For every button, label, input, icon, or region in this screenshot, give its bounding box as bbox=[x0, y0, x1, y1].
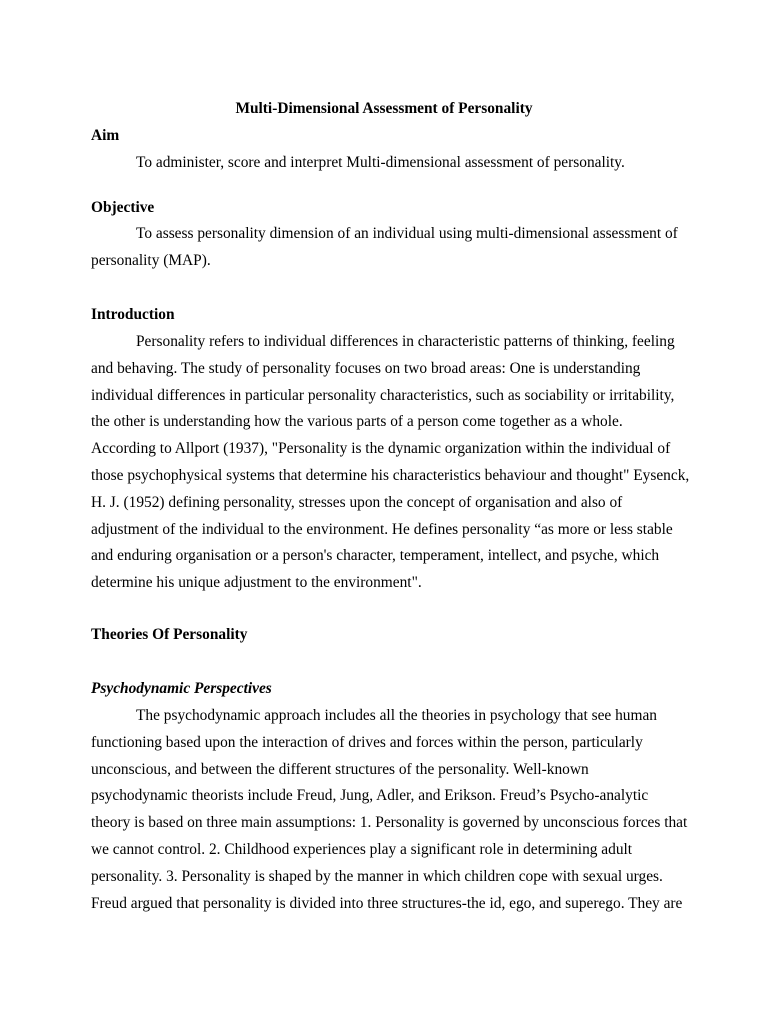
introduction-paragraph bbox=[91, 329, 690, 597]
aim-heading: Aim bbox=[91, 127, 120, 144]
psychodynamic-line: Freud argued that personality is divided into three structures-the id, ego, and superego. They are bbox=[91, 894, 683, 912]
introduction-line: and enduring organisation or a person's character, temperament, intellect, and psyche, which bbox=[91, 547, 660, 565]
objective-paragraph bbox=[91, 221, 679, 275]
aim-paragraph bbox=[91, 150, 679, 177]
psychodynamic-line: The psychodynamic approach includes all the theories in psychology that see human bbox=[136, 707, 657, 724]
psychodynamic-paragraph bbox=[91, 703, 688, 917]
objective-line: To assess personality dimension of an individual using multi-dimensional assessment of bbox=[136, 225, 678, 242]
psychodynamic-line: we cannot control. 2. Childhood experiences play a significant role in determining adult bbox=[91, 840, 633, 858]
psychodynamic-line: unconscious, and between the different structures of the personality. Well-known bbox=[91, 760, 589, 778]
aim-text: To administer, score and interpret Multi-dimensional assessment of personality. bbox=[136, 154, 625, 171]
document-title: Multi-Dimensional Assessment of Personality bbox=[235, 100, 533, 117]
introduction-line: adjustment of the individual to the environment. He defines personality “as more or less stable bbox=[91, 520, 673, 538]
psychodynamic-line: personality. 3. Personality is shaped by the manner in which children cope with sexual urges. bbox=[91, 867, 663, 885]
introduction-line: Personality refers to individual differences in characteristic patterns of thinking, feeling bbox=[136, 333, 675, 350]
objective-heading: Objective bbox=[91, 199, 155, 216]
introduction-line: According to Allport (1937), "Personality is the dynamic organization within the individual of bbox=[91, 440, 671, 458]
objective-line: personality (MAP). bbox=[91, 251, 211, 269]
introduction-line: the other is understanding how the various parts of a person come together as a whole. bbox=[91, 413, 623, 431]
psychodynamic-line: functioning based upon the interaction of drives and forces within the person, particularly bbox=[91, 733, 643, 751]
psychodynamic-line: psychodynamic theorists include Freud, Jung, Adler, and Erikson. Freud’s Psycho-analytic bbox=[91, 787, 649, 805]
introduction-heading: Introduction bbox=[91, 306, 175, 323]
introduction-line: and behaving. The study of personality focuses on two broad areas: One is understanding bbox=[91, 359, 641, 377]
introduction-line: determine his unique adjustment to the environment". bbox=[91, 574, 422, 592]
theories-heading: Theories Of Personality bbox=[91, 626, 248, 643]
introduction-line: H. J. (1952) defining personality, stresses upon the concept of organisation and also of bbox=[91, 493, 623, 511]
introduction-line: those psychophysical systems that determine his characteristics behaviour and thought" Eysenck, bbox=[91, 466, 690, 484]
introduction-line: individual differences in particular personality characteristics, such as sociability or irritability, bbox=[91, 386, 675, 404]
psychodynamic-line: theory is based on three main assumptions: 1. Personality is governed by unconscious forces that bbox=[91, 814, 688, 832]
psychodynamic-heading: Psychodynamic Perspectives bbox=[91, 680, 272, 697]
